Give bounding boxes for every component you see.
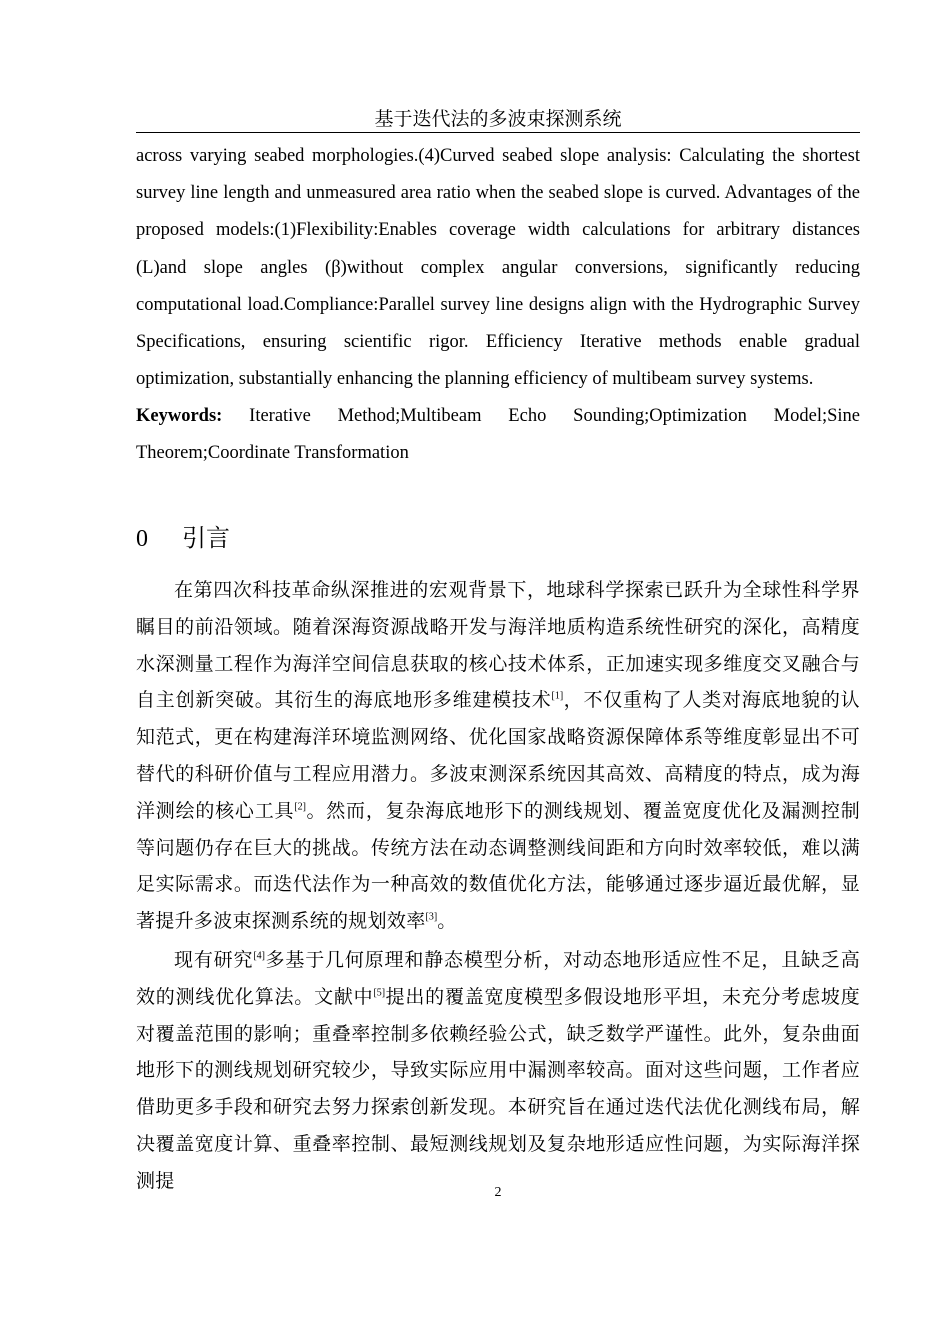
intro-paragraph-1: [136, 573, 860, 941]
running-header: 基于迭代法的多波束探测系统: [374, 109, 622, 130]
section-heading: [136, 520, 860, 557]
section-title: 引言: [182, 524, 230, 552]
paragraph-text: 。: [437, 911, 457, 933]
intro-paragraph-2: [136, 943, 860, 1201]
paragraph-text: 现有研究: [174, 950, 254, 971]
citation-ref: [4]: [253, 950, 266, 962]
keywords: [136, 398, 860, 472]
abstract-text: across varying seabed morphologies.(4)Curved seabed slope analysis: Calculating the shortest survey line length and unmeasured area ratio when the seabed slope is curved. Advantages of the proposed models:(1)Flexibility:Enables coverage width calculations for arbitrary distances (L)and slope angles (β)without complex angular conversions, significantly reducing computational load.Compliance:Parallel survey line designs align with the Hydrographic Survey Specifications, ensuring scientific rigor. Efficiency Iterative methods enable gradual optimization, substantially enhancing the planning efficiency of multibeam survey systems.: [136, 146, 860, 390]
paragraph-text: 。然而，复杂海底地形下的测线规划、覆盖宽度优化及漏测控制等问题仍存在巨大的挑战。传统方法在动态调整测线间距和方向时效率较低，难以满足实际需求。而迭代法作为一种高效的数值优化方法，能够通过逐步逼近最优解，显著提升多波束探测系统的规划效率: [136, 800, 860, 933]
paragraph-text: 多基于几何原理和静态模型分析，对动态地形适应性不足，且缺乏高效的测线优化算法。文献中: [136, 950, 860, 1008]
paragraph-text: 提出的覆盖宽度模型多假设地形平坦，未充分考虑坡度对覆盖范围的影响；重叠率控制多依赖经验公式，缺乏数学严谨性。此外，复杂曲面地形下的测线规划研究较少，导致实际应用中漏测率较高。面对这些问题，工作者应借助更多手段和研究去努力探索创新发现。本研究旨在通过迭代法优化测线布局，解决覆盖宽度计算、重叠率控制、最短测线规划及复杂地形适应性问题，为实际海洋探测提: [136, 986, 861, 1192]
citation-ref: [1]: [551, 691, 564, 703]
header-rule: [136, 132, 860, 133]
citation-ref: [3]: [425, 911, 438, 923]
paragraph-text: ，不仅重构了人类对海底地貌的认知范式，更在构建海洋环境监测网络、优化国家战略资源保障体系等维度彰显出不可替代的科研价值与工程应用潜力。多波束测深系统因其高效、高精度的特点，成为海洋测绘的核心工具: [136, 690, 860, 822]
page-number: 2: [494, 1185, 502, 1200]
keywords-list: Iterative Method;Multibeam Echo Sounding;Optimization Model;Sine Theorem;Coordinate Transformation: [136, 406, 860, 464]
paragraph-text: 在第四次科技革命纵深推进的宏观背景下，地球科学探索已跃升为全球性科学界瞩目的前沿领域。随着深海资源战略开发与海洋地质构造系统性研究的深化，高精度水深测量工程作为海洋空间信息获取的核心技术体系，正加速实现多维度交叉融合与自主创新突破。其衍生的海底地形多维建模技术: [136, 580, 860, 712]
citation-ref: [2]: [294, 801, 306, 813]
keywords-label: Keywords:: [136, 406, 223, 426]
section-number: 0: [136, 526, 148, 552]
citation-ref: [5]: [373, 987, 386, 999]
